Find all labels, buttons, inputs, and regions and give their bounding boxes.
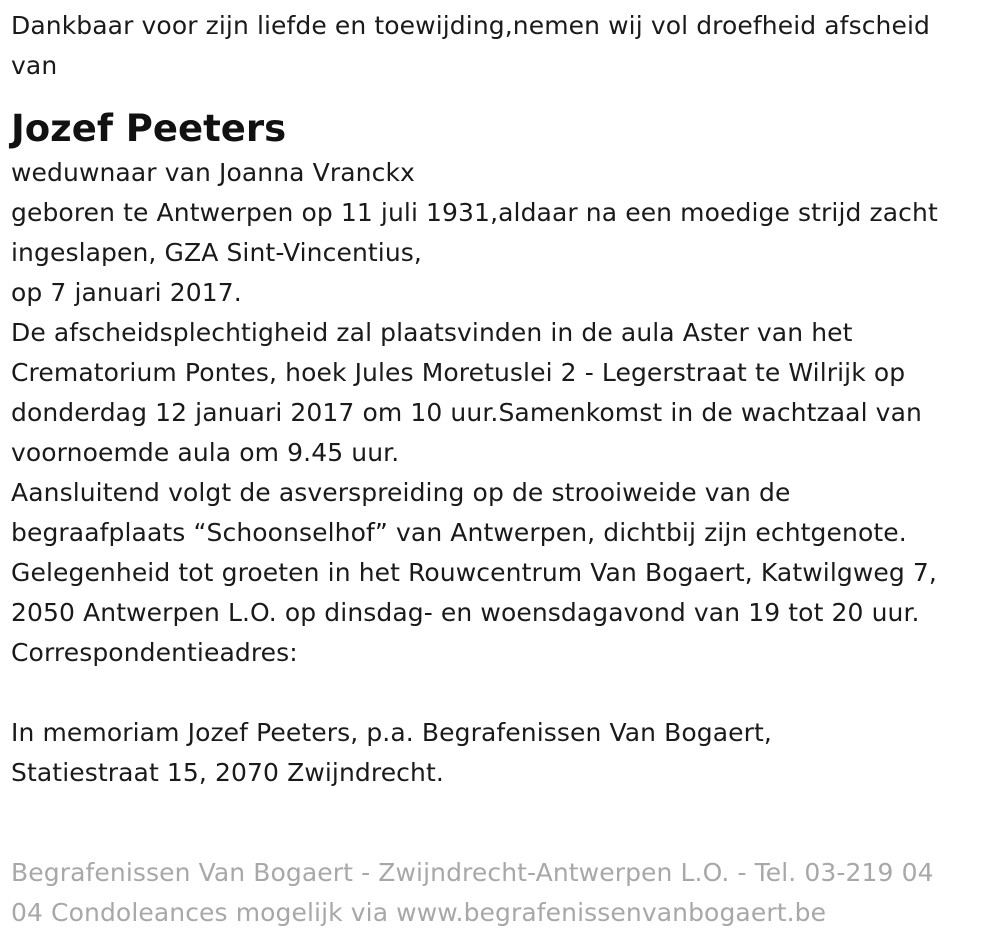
- body-line: op 7 januari 2017.: [11, 278, 242, 307]
- address-line: In memoriam Jozef Peeters, p.a. Begrafenissen Van Bogaert,: [11, 718, 772, 747]
- body-line: begraafplaats “Schoonselhof” van Antwerpen, dichtbij zijn echtgenote.: [11, 518, 907, 547]
- intro-text: [11, 6, 990, 86]
- body-line: voornoemde aula om 9.45 uur.: [11, 438, 400, 467]
- address-line: Statiestraat 15, 2070 Zwijndrecht.: [11, 758, 444, 787]
- funeral-home-footer: [11, 853, 934, 933]
- body-line: Aansluitend volgt de asverspreiding op de strooiweide van de: [11, 478, 791, 507]
- notice-body: [11, 153, 990, 673]
- body-line: Gelegenheid tot groeten in het Rouwcentrum Van Bogaert, Katwilgweg 7,: [11, 558, 937, 587]
- spacer: [11, 673, 990, 713]
- intro-line: van: [11, 51, 58, 80]
- correspondence-address: [11, 713, 990, 793]
- body-line: Correspondentieadres:: [11, 638, 298, 667]
- body-line: weduwnaar van Joanna Vranckx: [11, 158, 415, 187]
- body-line: 2050 Antwerpen L.O. op dinsdag- en woensdagavond van 19 tot 20 uur.: [11, 598, 920, 627]
- body-line: donderdag 12 januari 2017 om 10 uur.Samenkomst in de wachtzaal van: [11, 398, 922, 427]
- body-line: geboren te Antwerpen op 11 juli 1931,aldaar na een moedige strijd zacht: [11, 198, 938, 227]
- body-line: Crematorium Pontes, hoek Jules Moretuslei 2 - Legerstraat te Wilrijk op: [11, 358, 906, 387]
- footer-line: Begrafenissen Van Bogaert - Zwijndrecht-Antwerpen L.O. - Tel. 03-219 04: [11, 858, 934, 887]
- footer-line: 04 Condoleances mogelijk via www.begrafenissenvanbogaert.be: [11, 898, 827, 927]
- body-line: ingeslapen, GZA Sint-Vincentius,: [11, 238, 422, 267]
- intro-line: Dankbaar voor zijn liefde en toewijding,nemen wij vol droefheid afscheid: [11, 11, 930, 40]
- body-line: De afscheidsplechtigheid zal plaatsvinden in de aula Aster van het: [11, 318, 853, 347]
- deceased-name: Jozef Peeters: [11, 107, 287, 150]
